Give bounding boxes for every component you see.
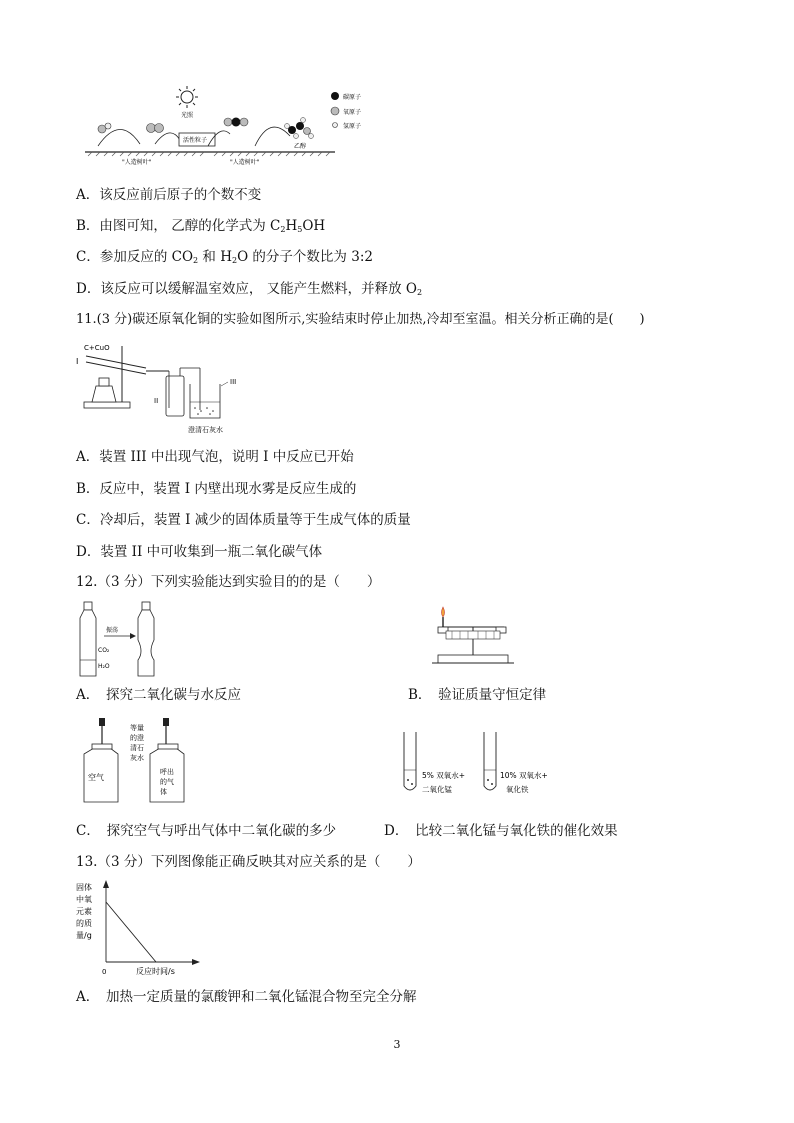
q10-option-c[interactable]: C．参加反应的 $CO_2$ 和 $H_2O$ 的分子个数比为 3:2 [76, 249, 373, 265]
q13-option-a[interactable]: A． 加热一定质量的氯酸钾和二氧化锰混合物至完全分解 [76, 989, 417, 1005]
svg-text:10% 双氧水+: 10% 双氧水+ [500, 771, 548, 780]
q10-option-d[interactable]: D．该反应可以缓解温室效应， 又能产生燃料，并释放 $O_2$ [76, 281, 423, 297]
intermediate-molecule [224, 118, 248, 127]
svg-text:I: I [76, 357, 79, 366]
svg-text:振荡: 振荡 [106, 627, 119, 634]
svg-text:II: II [154, 397, 159, 405]
svg-text:5% 双氧水+: 5% 双氧水+ [422, 771, 466, 780]
balance-figure [430, 603, 520, 669]
chart-series-line [106, 902, 156, 962]
svg-text:二氧化锰: 二氧化锰 [422, 785, 452, 794]
svg-text:量/g: 量/g [76, 931, 92, 940]
q12-option-c[interactable]: C． 探究空气与呼出气体中二氧化碳的多少 [76, 823, 337, 839]
svg-text:III: III [230, 378, 237, 386]
svg-text:空气: 空气 [88, 773, 104, 782]
svg-text:等量: 等量 [130, 724, 144, 732]
q12-option-b[interactable]: B． 验证质量守恒定律 [408, 687, 547, 703]
q10-option-b[interactable]: B．由图可知， 乙醇的化学式为 $C_2H_5OH$ [76, 218, 326, 234]
q11-option-d[interactable]: D．装置 II 中可收集到一瓶二氧化碳气体 [76, 544, 323, 560]
ethanol-label: 乙醇 [294, 143, 307, 150]
q11-option-b[interactable]: B．反应中，装置 I 内壁出现水雾是反应生成的 [76, 481, 357, 497]
page-number: 3 [393, 1038, 401, 1051]
svg-text:氧化铁: 氧化铁 [506, 785, 529, 794]
svg-text:碳原子: 碳原子 [343, 94, 362, 101]
q12-option-a[interactable]: A． 探究二氧化碳与水反应 [76, 687, 241, 703]
svg-text:的澄: 的澄 [130, 734, 144, 742]
svg-text:氧原子: 氧原子 [343, 109, 362, 116]
sun-icon [176, 86, 198, 108]
q11-stem: 11.(3 分)碳还原氧化铜的实验如图所示,实验结束时停止加热,冷却至室温。相关分析正确的是( ) [76, 312, 645, 327]
q13-stem: 13.（3 分）下列图像能正确反映其对应关系的是（ ） [76, 854, 421, 870]
atom-legend [331, 92, 361, 130]
reactant-molecules-left [98, 123, 164, 133]
q12-stem: 12.（3 分）下列实验能达到实验目的的是（ ） [76, 574, 381, 590]
catalyst-test-tubes-figure [400, 730, 550, 800]
svg-text:0: 0 [102, 968, 107, 976]
oxygen-mass-chart [74, 878, 224, 978]
artificial-leaf-diagram [80, 84, 400, 170]
svg-text:呼出: 呼出 [160, 768, 174, 776]
svg-text:清石: 清石 [130, 744, 144, 752]
svg-text:元素: 元素 [76, 907, 92, 916]
carbon-reduction-apparatus [74, 338, 274, 438]
svg-text:澄清石灰水: 澄清石灰水 [188, 426, 223, 434]
air-exhaled-figure [74, 718, 214, 808]
q11-option-c[interactable]: C．冷却后，装置 I 减少的固体质量等于生成气体的质量 [76, 512, 411, 528]
svg-text:固体: 固体 [76, 883, 92, 892]
catalyst-label: 活性粒子 [183, 137, 208, 144]
svg-text:中氧: 中氧 [76, 895, 92, 904]
bottle-shake-figure [74, 600, 194, 680]
svg-text:C+CuO: C+CuO [84, 344, 110, 352]
q12-option-d[interactable]: D． 比较二氧化锰与氧化铁的催化效果 [384, 823, 618, 839]
q11-option-a[interactable]: A．装置 III 中出现气泡，说明 I 中反应已开始 [76, 449, 354, 465]
svg-text:H₂O: H₂O [98, 663, 110, 670]
svg-text:体: 体 [160, 788, 167, 796]
svg-text:的质: 的质 [76, 919, 92, 928]
q10-option-a[interactable]: A．该反应前后原子的个数不变 [76, 187, 262, 203]
svg-text:灰水: 灰水 [130, 754, 144, 762]
svg-text:反应时间/s: 反应时间/s [136, 967, 175, 976]
leaf-left-label: "人造树叶" [122, 159, 152, 166]
svg-text:的气: 的气 [160, 778, 174, 786]
sunlight-label: 光照 [181, 112, 194, 119]
svg-text:氢原子: 氢原子 [343, 123, 362, 130]
leaf-right-label: "人造树叶" [230, 159, 260, 166]
svg-text:CO₂: CO₂ [98, 647, 110, 654]
